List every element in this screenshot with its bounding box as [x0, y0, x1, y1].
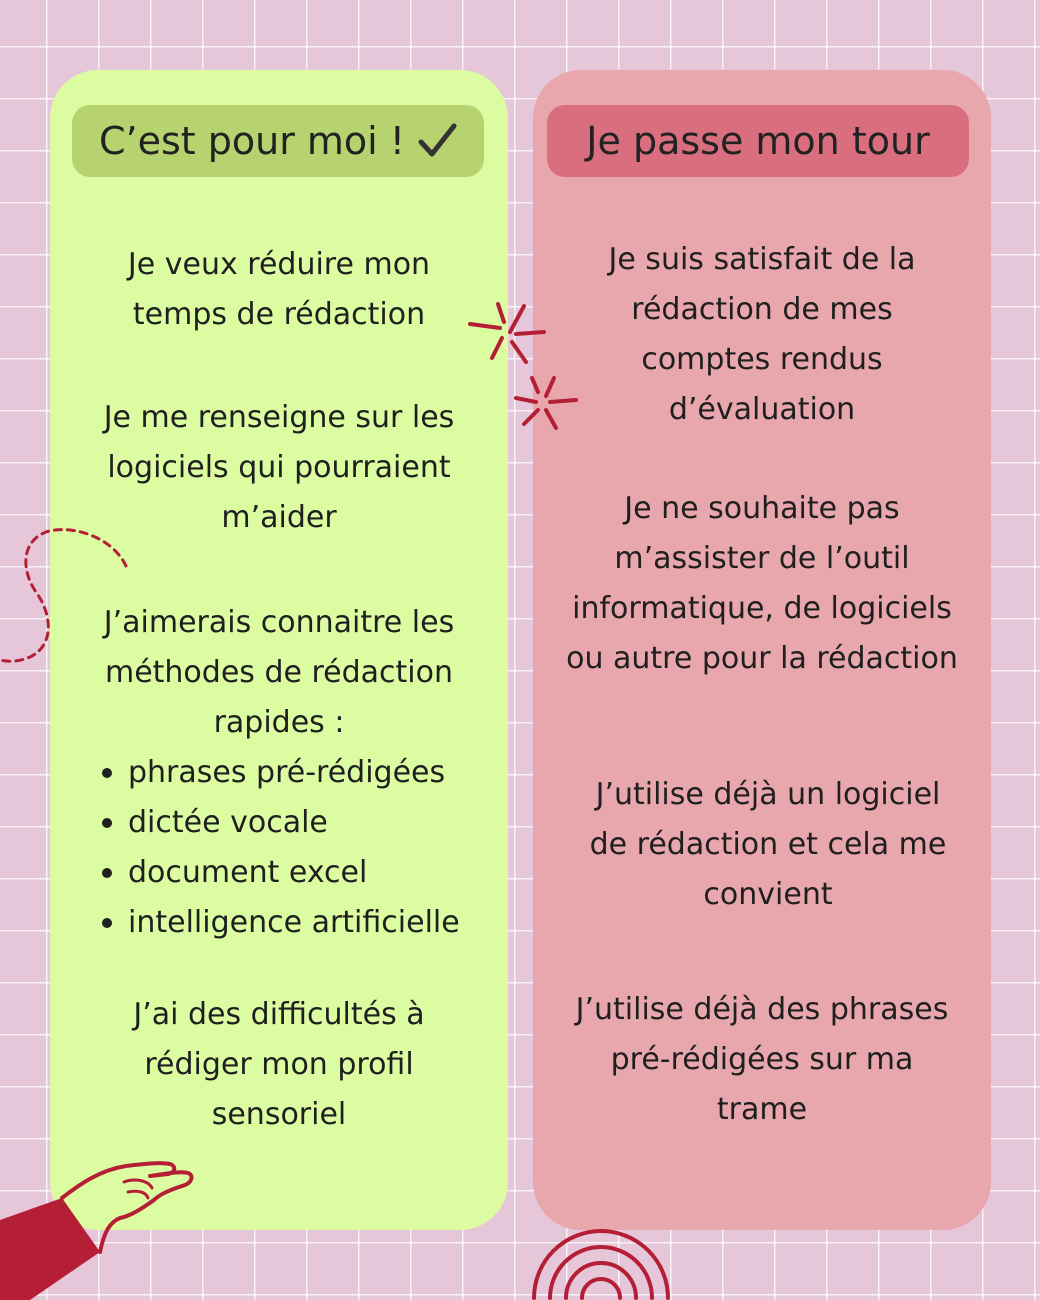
method-bullet-list — [98, 748, 460, 948]
checkmark-icon — [417, 121, 457, 161]
rainbow-arc-icon — [526, 1180, 676, 1300]
left-item-3: J’aimerais connaitre les méthodes de rédaction rapides : — [103, 605, 455, 740]
list-item: phrases pré-rédigées — [128, 748, 460, 798]
right-item-4: J’utilise déjà des phrases pré-rédigées sur ma trame — [575, 992, 949, 1127]
sparkle-burst-icon — [510, 372, 584, 436]
right-item-1: Je suis satisfait de la rédaction de mes comptes rendus d’évaluation — [608, 242, 916, 427]
header-for-me-label: C’est pour moi ! — [98, 119, 406, 163]
left-item-4: J’ai des difficultés à rédiger mon profil sensoriel — [133, 997, 425, 1132]
list-item: dictée vocale — [128, 798, 460, 848]
sparkle-burst-icon — [462, 298, 552, 372]
header-for-me — [72, 105, 484, 177]
right-item-2: Je ne souhaite pas m’assister de l’outil informatique, de logiciels ou autre pour la rédaction — [566, 491, 958, 676]
header-not-for-me-label: Je passe mon tour — [586, 119, 930, 163]
list-item: intelligence artificielle — [128, 898, 460, 948]
card-not-for-me — [533, 70, 991, 1230]
hand-illustration — [0, 1158, 210, 1300]
dashed-curve-decoration — [0, 520, 140, 670]
list-item: document excel — [128, 848, 460, 898]
right-item-3: J’utilise déjà un logiciel de rédaction et cela me convient — [589, 777, 947, 912]
left-item-1: Je veux réduire mon temps de rédaction — [127, 247, 431, 332]
header-not-for-me — [547, 105, 969, 177]
left-item-2: Je me renseigne sur les logiciels qui pourraient m’aider — [103, 400, 455, 535]
